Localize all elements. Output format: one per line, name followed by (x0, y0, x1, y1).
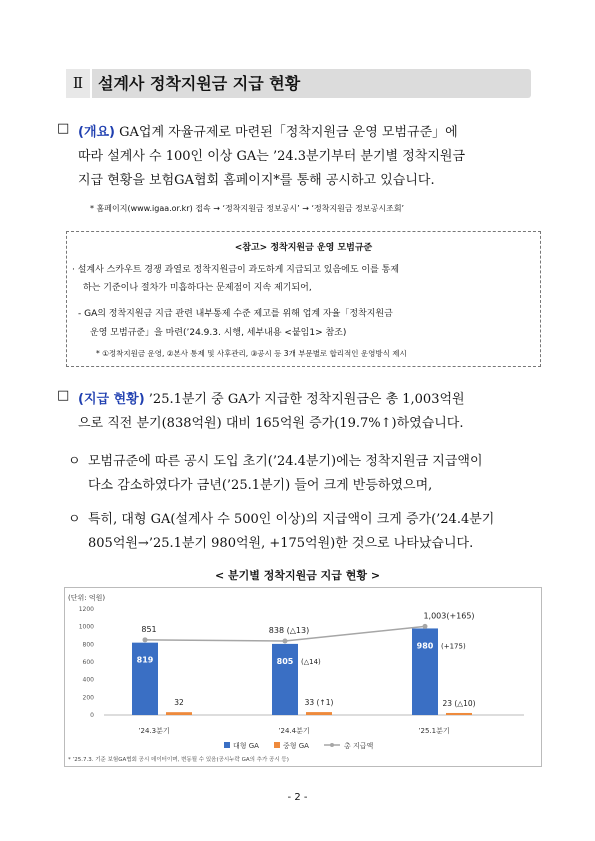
y-tick-label: 200 (82, 694, 94, 702)
status-sub2-line2: 805억원→’25.1분기 980억원, +175억원)한 것으로 나타났습니다. (88, 536, 474, 551)
bar-annotation-large-ga: (△14) (301, 657, 321, 666)
bar-large-ga (272, 644, 298, 715)
x-tick-label: ’24.3분기 (138, 727, 170, 735)
line-total-label: 1,003(+165) (423, 611, 475, 621)
bar-mid-ga (166, 712, 192, 715)
bar-label-large-ga: 819 (136, 655, 154, 665)
reference-item1-line2: 하는 기준이나 절차가 미흡하다는 문제점이 지속 제기되어, (83, 283, 312, 293)
y-tick-label: 1200 (78, 606, 94, 613)
overview-line3: 지급 현황을 보험GA협회 홈페이지*를 통해 공시하고 있습니다. (78, 173, 435, 188)
reference-item2-note: * ①정착지원금 운영, ②본사 통제 및 사후관리, ③공시 등 3개 부문별로 합리적인 운영방식 제시 (96, 349, 407, 358)
legend-label-total: 총 지급액 (344, 742, 374, 750)
bar-large-ga (132, 643, 158, 715)
reference-item2-line2: 운영 모범규준」을 마련(’24.9.3. 시행, 세부내용 <붙임1> 참조) (90, 328, 347, 338)
x-tick-label: ’24.4분기 (278, 727, 310, 735)
line-total-label: 838 (△13) (268, 625, 310, 635)
y-tick-label: 400 (82, 676, 94, 684)
y-tick-label: 1000 (78, 623, 94, 631)
bar-mid-ga (446, 713, 472, 715)
status-sub1-line2: 다소 감소하였다가 금년(’25.1분기) 들어 크게 반등하였으며, (88, 478, 433, 493)
line-total-point (143, 637, 148, 642)
bullet-box: □ (57, 388, 70, 403)
reference-title: <참고> 정착지원금 운영 모범규준 (234, 243, 373, 253)
bar-line-chart (64, 587, 540, 765)
section-title: 설계사 정착지원금 지급 현황 (98, 74, 301, 93)
status-tag: (지급 현황) (78, 392, 145, 407)
y-tick-label: 0 (90, 712, 94, 719)
status-line2: 으로 직전 분기(838억원) 대비 165억원 증가(19.7%↑)하였습니다. (78, 416, 464, 431)
status-sub2-line1: 특히, 대형 GA(설계사 수 500인 이상)의 지급액이 크게 증가(’24.4분기 (88, 512, 495, 527)
status-sub1-line1: 모범규준에 따른 공시 도입 초기(’24.4분기)에는 정착지원금 지급액이 (88, 454, 483, 469)
bar-label-mid-ga: 32 (174, 698, 184, 708)
reference-item1-line1: · 설계사 스카우트 경쟁 과열로 정착지원금이 과도하게 지급되고 있음에도 이를 통제 (72, 265, 400, 275)
line-total-point (283, 638, 288, 643)
x-tick-label: ’25.1분기 (418, 727, 450, 735)
bar-label-mid-ga: 23 (△10) (442, 698, 476, 708)
section-number: Ⅱ (66, 69, 92, 98)
bar-label-mid-ga: 33 (↑1) (304, 698, 334, 708)
y-tick-label: 800 (82, 641, 94, 649)
bullet-box: □ (57, 121, 70, 136)
line-total-label: 851 (141, 624, 157, 634)
bar-label-large-ga: 980 (416, 641, 434, 651)
page-number: - 2 - (287, 792, 308, 803)
legend-swatch-large-ga (224, 742, 230, 748)
bar-annotation-large-ga: (+175) (441, 642, 466, 651)
sub-bullet-marker: ㅇ (68, 512, 81, 527)
y-tick-label: 600 (82, 659, 94, 666)
legend-swatch-total-point (330, 743, 334, 747)
chart-footnote: * ’25.7.3. 기준 보험GA협회 공시 데이터이며, 변동될 수 있음(공시누락 GA의 추가 공시 등) (68, 757, 289, 763)
status-line1: ’25.1분기 중 GA가 지급한 정착지원금은 총 1,003억원 (148, 392, 465, 407)
chart-unit-label: (단위: 억원) (68, 594, 106, 602)
legend-label-large-ga: 대형 GA (233, 742, 259, 750)
reference-item2-line1: - GA의 정착지원금 지급 관련 내부통제 수준 제고를 위해 업계 자율「정착지원금 (78, 309, 393, 319)
legend-swatch-mid-ga (274, 742, 280, 748)
chart-title: < 분기별 정착지원금 지급 현황 > (214, 569, 381, 582)
overview-line1: GA업계 자율규제로 마련된「정착지원금 운영 모범규준」에 (119, 125, 458, 140)
sub-bullet-marker: ㅇ (68, 454, 81, 469)
line-total-point (423, 624, 428, 629)
overview-line2: 따라 설계사 수 100인 이상 GA는 ’24.3분기부터 분기별 정착지원금 (78, 149, 465, 164)
overview-tag: (개요) (78, 125, 115, 140)
legend-label-mid-ga: 중형 GA (283, 742, 309, 750)
bar-mid-ga (306, 712, 332, 715)
overview-footnote: * 홈페이지(www.igaa.or.kr) 접속 → ‘정착지원금 정보공시’ → ‘정착지원금 정보공시조회’ (90, 204, 405, 213)
bar-label-large-ga: 805 (276, 656, 294, 666)
